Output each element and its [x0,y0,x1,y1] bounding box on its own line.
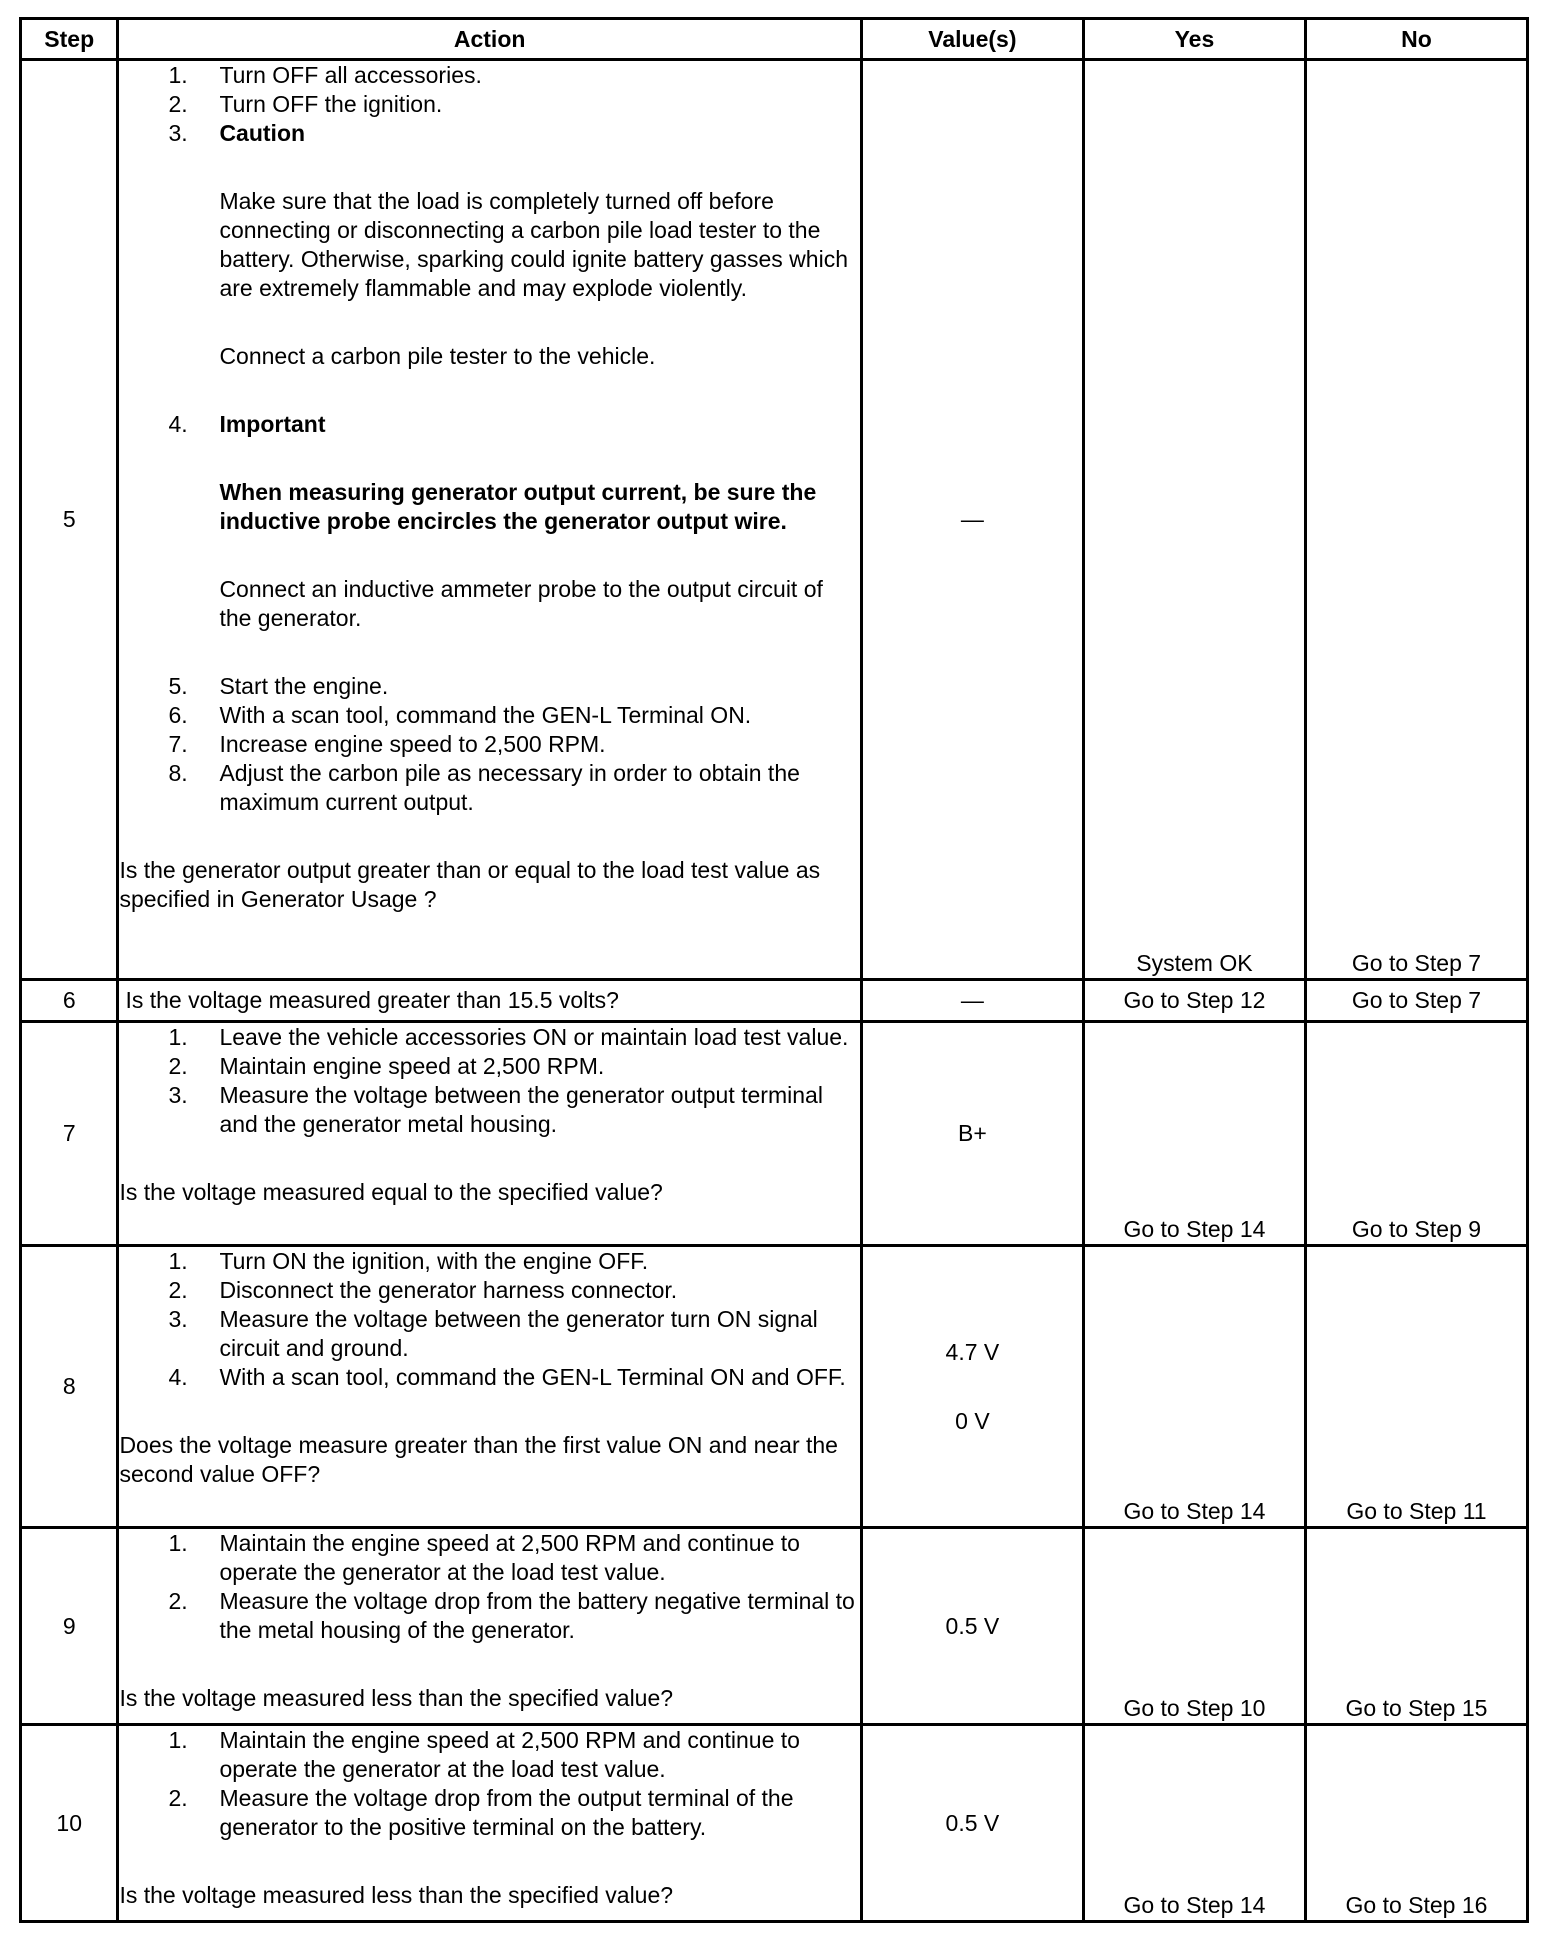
no-cell: Go to Step 16 [1305,1725,1527,1922]
step-number: 10 [21,1725,118,1922]
no-cell: Go to Step 15 [1305,1528,1527,1725]
yes-cell: Go to Step 14 [1083,1725,1305,1922]
list-item: 5. Start the engine. [168,673,389,699]
action-cell [118,1725,861,1922]
action-list [119,61,859,817]
caution-label: Caution [219,120,306,146]
action-cell [118,60,861,980]
question-text: Is the voltage measured less than the specified value? [119,1882,674,1908]
step-number: 6 [21,980,118,1022]
action-list [119,1529,859,1645]
value-on: 4.7 V [945,1338,1000,1365]
action-list [119,1726,859,1842]
table-row-step-6 [21,980,1528,1022]
no-cell: Go to Step 9 [1305,1022,1527,1246]
value-off: 0 V [955,1407,990,1434]
action-list [119,1247,859,1392]
list-item: 1. Turn OFF all accessories. [168,62,482,88]
list-item: 6. With a scan tool, command the GEN-L Terminal ON. [168,702,752,728]
list-item: 3. Measure the voltage between the generator output terminal and the generator metal housing. [168,1082,823,1137]
caution-action: Connect a carbon pile tester to the vehicle. [219,343,656,369]
table-row-step-9 [21,1528,1528,1725]
list-item: 2. Disconnect the generator harness connector. [168,1277,678,1303]
header-step: Step [21,19,118,60]
list-item: 1. Maintain the engine speed at 2,500 RPM and continue to operate the generator at the load test value. [168,1727,800,1782]
list-item: 8. Adjust the carbon pile as necessary in order to obtain the maximum current output. [168,760,800,815]
value-cell: 0.5 V [861,1725,1083,1922]
header-row [21,19,1528,60]
list-item: 3. Measure the voltage between the generator turn ON signal circuit and ground. [168,1306,818,1361]
table-row-step-10 [21,1725,1528,1922]
yes-cell: Go to Step 14 [1083,1246,1305,1528]
table-row-step-5 [21,60,1528,980]
list-item: 2. Turn OFF the ignition. [168,91,443,117]
yes-cell: Go to Step 14 [1083,1022,1305,1246]
table-row-step-7 [21,1022,1528,1246]
step-number: 5 [21,60,118,980]
no-cell: Go to Step 7 [1305,60,1527,980]
list-item: 2. Measure the voltage drop from the battery negative terminal to the metal housing of the generator. [168,1588,855,1643]
value-cell [861,1246,1083,1528]
action-list [119,1023,859,1139]
table-row-step-8 [21,1246,1528,1528]
no-cell: Go to Step 7 [1305,980,1527,1022]
question-text: Is the voltage measured equal to the specified value? [119,1179,663,1205]
important-action: Connect an inductive ammeter probe to the output circuit of the generator. [219,576,823,631]
action-cell [118,1022,861,1246]
yes-cell: Go to Step 12 [1083,980,1305,1022]
question-text: Is the voltage measured greater than 15.5 volts? [118,980,861,1022]
value-cell: B+ [861,1022,1083,1246]
yes-cell: System OK [1083,60,1305,980]
value-cell: — [861,980,1083,1022]
list-item: 1. Maintain the engine speed at 2,500 RPM and continue to operate the generator at the load test value. [168,1530,800,1585]
diagnostic-table [19,17,1529,1923]
header-no: No [1305,19,1527,60]
caution-text: Make sure that the load is completely turned off before connecting or disconnecting a carbon pile load tester to the battery. Otherwise, sparking could ignite battery gasses which are extremely flammable and may explode violently. [219,188,848,301]
step-number: 8 [21,1246,118,1528]
list-item-caution: 3. Caution Make sure that the load is completely turned off before connecting or disconnecting a carbon pile load tester to the battery. Otherwise, sparking could ignite battery gasses which are extremely flammable and may explode violently. Connect a carbon pile tester to the vehicle. [119,119,859,371]
step-number: 7 [21,1022,118,1246]
yes-cell: Go to Step 10 [1083,1528,1305,1725]
list-item: 2. Maintain engine speed at 2,500 RPM. [168,1053,605,1079]
header-values: Value(s) [861,19,1083,60]
value-cell: — [861,60,1083,980]
no-cell: Go to Step 11 [1305,1246,1527,1528]
important-label: Important [219,411,326,437]
action-cell [118,1528,861,1725]
question-text: Is the generator output greater than or equal to the load test value as specified in Generator Usage ? [119,857,821,912]
question-text: Is the voltage measured less than the specified value? [119,1685,674,1711]
list-item: 4. With a scan tool, command the GEN-L Terminal ON and OFF. [168,1364,846,1390]
list-item: 1. Leave the vehicle accessories ON or maintain load test value. [168,1024,849,1050]
header-yes: Yes [1083,19,1305,60]
list-item: 7. Increase engine speed to 2,500 RPM. [168,731,606,757]
header-action: Action [118,19,861,60]
action-cell [118,1246,861,1528]
list-item-important: 4. Important When measuring generator output current, be sure the inductive probe encircles the generator output wire. Connect an inductive ammeter probe to the output circuit of the generator. [119,410,859,633]
list-item: 1. Turn ON the ignition, with the engine OFF. [168,1248,649,1274]
important-text: When measuring generator output current, be sure the inductive probe encircles the generator output wire. [219,479,817,534]
value-cell: 0.5 V [861,1528,1083,1725]
step-number: 9 [21,1528,118,1725]
question-text: Does the voltage measure greater than the first value ON and near the second value OFF? [119,1432,838,1487]
list-item: 2. Measure the voltage drop from the output terminal of the generator to the positive terminal on the battery. [168,1785,794,1840]
